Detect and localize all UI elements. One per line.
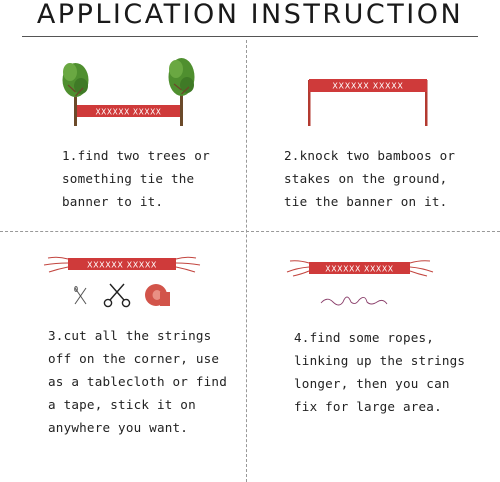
panel-ropes xyxy=(247,232,500,482)
banner-text: XXXXXX XXXXX xyxy=(95,107,162,117)
cut-illustration xyxy=(0,232,246,322)
step-2-text: 2.knock two bamboos or stakes on the ground, tie the banner on it. xyxy=(284,148,456,209)
panel-trees xyxy=(0,40,246,230)
rope-icon xyxy=(321,297,387,305)
panel-stakes xyxy=(247,40,500,230)
panel-cut xyxy=(0,232,246,482)
string-ends-left xyxy=(287,261,309,276)
ropes-illustration xyxy=(247,232,500,322)
stakes-illustration xyxy=(247,40,500,130)
page-title: APPLICATION INSTRUCTION xyxy=(36,0,464,30)
banner-text: XXXXXX XXXXX xyxy=(325,264,394,274)
string-ends-left xyxy=(44,257,68,272)
string-ends-right xyxy=(410,261,433,276)
tape-icon xyxy=(145,284,170,306)
title-underline xyxy=(22,36,478,37)
needle-icon xyxy=(75,287,86,304)
banner-text: XXXXXX XXXXX xyxy=(332,81,404,91)
step-4-text: 4.find some ropes, linking up the strings longer, then you can fix for large area. xyxy=(294,330,466,414)
step-3-text: 3.cut all the strings off on the corner, use as a tablecloth or find a tape, stick it on anywhere you want. xyxy=(48,328,227,435)
step-1-text: 1.find two trees or something tie the banner to it. xyxy=(62,148,210,209)
string-ends-right xyxy=(176,257,200,272)
banner-text: XXXXXX XXXXX xyxy=(86,260,158,270)
scissors-icon xyxy=(104,284,129,307)
trees-illustration xyxy=(0,40,246,130)
